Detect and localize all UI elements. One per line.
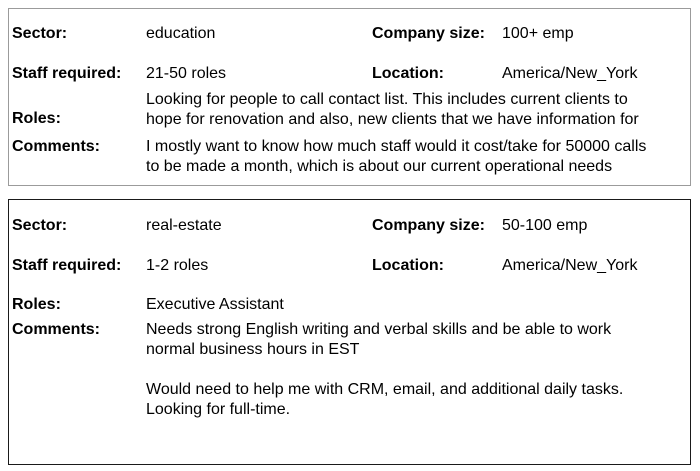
company-size-value: 50-100 emp xyxy=(502,217,588,234)
comments-value: I mostly want to know how much staff would it cost/take for 50000 calls to be made a month, which is about our current operational needs xyxy=(146,138,647,175)
company-size-label: Company size: xyxy=(372,217,485,234)
sector-value: education xyxy=(146,25,216,42)
staff-required-value: 21-50 roles xyxy=(146,65,227,82)
staff-required-label: Staff required: xyxy=(12,65,122,82)
sector-value: real-estate xyxy=(146,217,222,234)
job-request-card xyxy=(8,8,691,186)
roles-value: Looking for people to call contact list. This includes current clients to hope for renovation and also, new clients that we have information for xyxy=(146,91,639,128)
location-value: America/New_York xyxy=(502,65,638,82)
roles-label: Roles: xyxy=(12,296,61,313)
staff-required-label: Staff required: xyxy=(12,257,122,274)
roles-value: Executive Assistant xyxy=(146,296,284,313)
location-label: Location: xyxy=(372,65,444,82)
comments-label: Comments: xyxy=(12,321,101,338)
company-size-value: 100+ emp xyxy=(502,25,574,42)
staff-required-value: 1-2 roles xyxy=(146,257,209,274)
job-request-card xyxy=(8,199,691,465)
location-label: Location: xyxy=(372,257,444,274)
roles-label: Roles: xyxy=(12,110,61,127)
sector-label: Sector: xyxy=(12,25,68,42)
comments-value: Needs strong English writing and verbal skills and be able to work normal business hours in EST Would need to help me with CRM, email, and additional daily tasks. Looking for full-time. xyxy=(146,321,624,418)
comments-label: Comments: xyxy=(12,138,101,155)
location-value: America/New_York xyxy=(502,257,638,274)
sector-label: Sector: xyxy=(12,217,68,234)
company-size-label: Company size: xyxy=(372,25,485,42)
